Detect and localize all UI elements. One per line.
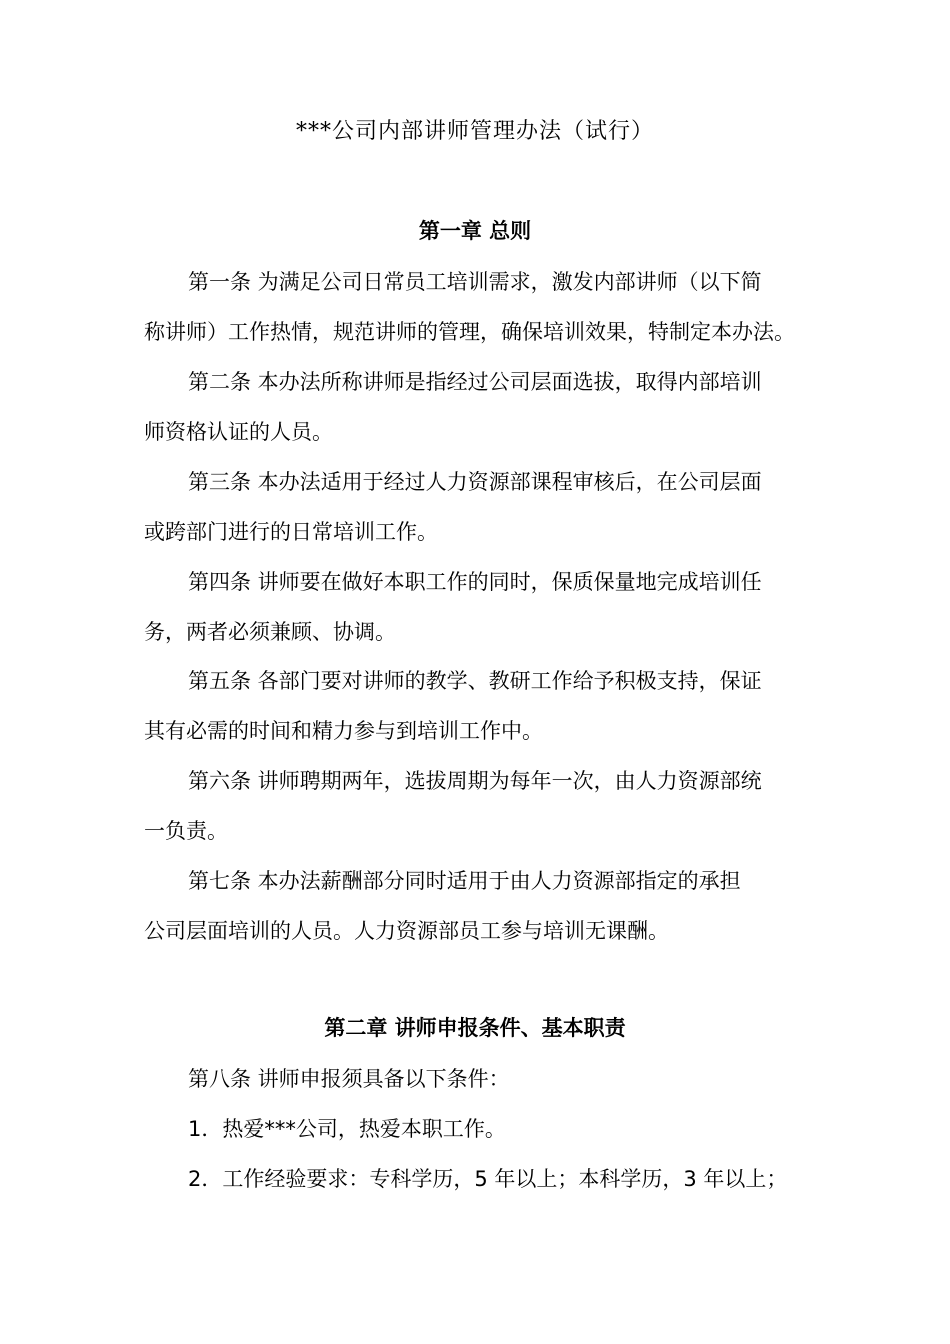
chapter-2-heading: 第二章 讲师申报条件、基本职责 (324, 1016, 626, 1040)
document-title: ***公司内部讲师管理办法（试行） (295, 119, 654, 144)
article-4-line-2: 务，两者必须兼顾、协调。 (144, 620, 396, 644)
article-6-line-1: 第六条 讲师聘期两年，选拔周期为每年一次，由人力资源部统 (188, 769, 762, 793)
article-3-line-1: 第三条 本办法适用于经过人力资源部课程审核后，在公司层面 (188, 470, 762, 494)
article-1-line-2: 称讲师）工作热情，规范讲师的管理，确保培训效果，特制定本办法。 (144, 320, 795, 344)
article-7-line-2: 公司层面培训的人员。人力资源部员工参与培训无课酬。 (144, 919, 669, 943)
article-4-line-1: 第四条 讲师要在做好本职工作的同时，保质保量地完成培训任 (188, 570, 762, 594)
article-5-line-2: 其有必需的时间和精力参与到培训工作中。 (144, 719, 543, 743)
condition-1: 1．热爱***公司，热爱本职工作。 (188, 1117, 506, 1141)
article-7-line-1: 第七条 本办法薪酬部分同时适用于由人力资源部指定的承担 (188, 869, 741, 893)
article-8-line-1: 第八条 讲师申报须具备以下条件： (188, 1067, 510, 1091)
article-1-line-1: 第一条 为满足公司日常员工培训需求，激发内部讲师（以下简 (188, 270, 762, 294)
condition-2: 2．工作经验要求：专科学历，5 年以上；本科学历，3 年以上； (188, 1167, 788, 1191)
chapter-1-heading: 第一章 总则 (418, 219, 532, 243)
article-3-line-2: 或跨部门进行的日常培训工作。 (144, 520, 438, 544)
article-5-line-1: 第五条 各部门要对讲师的教学、教研工作给予积极支持，保证 (188, 669, 762, 693)
article-2-line-2: 师资格认证的人员。 (144, 420, 333, 444)
article-6-line-2: 一负责。 (144, 819, 228, 843)
article-2-line-1: 第二条 本办法所称讲师是指经过公司层面选拔，取得内部培训 (188, 370, 762, 394)
